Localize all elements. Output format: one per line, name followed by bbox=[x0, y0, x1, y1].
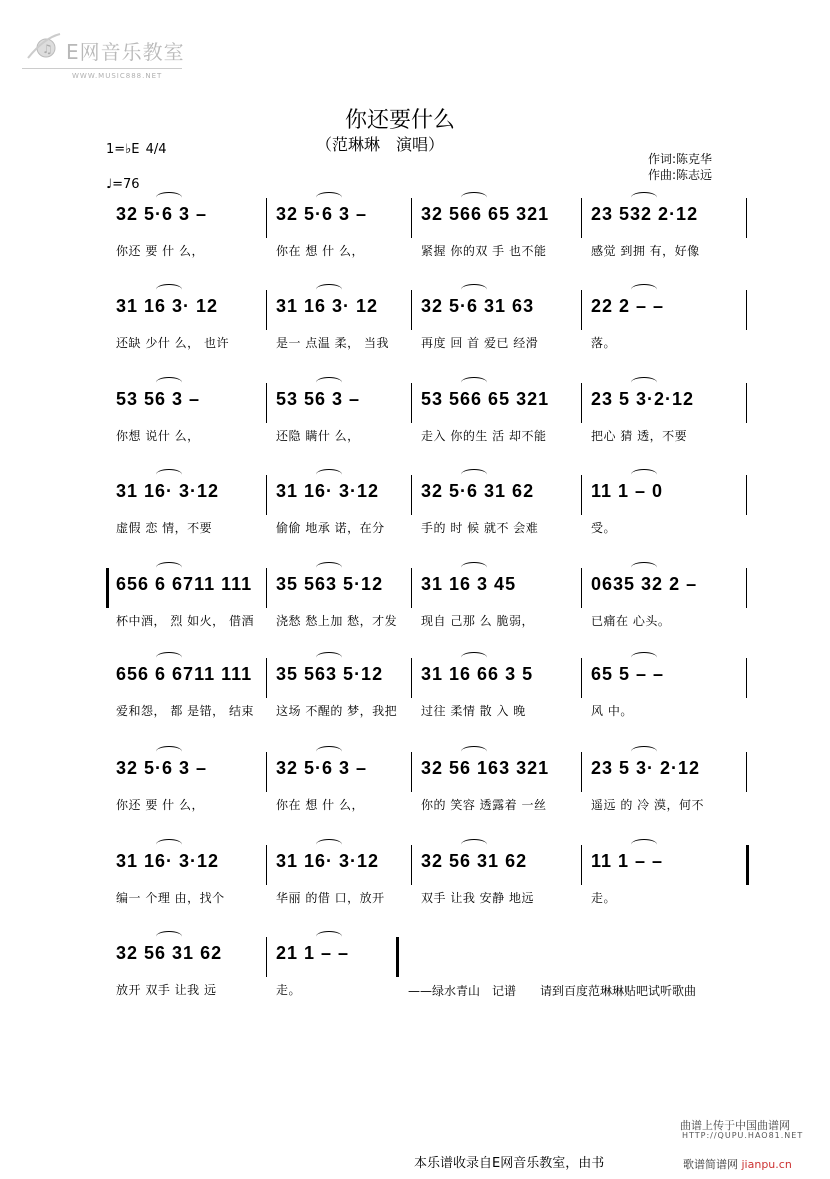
measure bbox=[421, 752, 579, 812]
barline bbox=[266, 475, 267, 515]
slur-mark bbox=[156, 284, 182, 295]
measure-notes: 32 566 65 321 bbox=[421, 204, 550, 224]
measure-lyrics: 走。 bbox=[591, 891, 617, 905]
barline bbox=[411, 845, 412, 885]
slur-mark bbox=[156, 931, 182, 942]
barline bbox=[581, 845, 582, 885]
slur-mark bbox=[631, 192, 657, 203]
footer-note: 本乐谱收录自E网音乐教室，由书 bbox=[414, 1156, 605, 1171]
slur-mark bbox=[461, 746, 487, 757]
measure bbox=[276, 845, 409, 905]
barline bbox=[266, 752, 267, 792]
measure-lyrics: 过往 柔情 散 入 晚 bbox=[421, 704, 526, 718]
barline bbox=[266, 383, 267, 423]
measure-lyrics: 双手 让我 安静 地远 bbox=[421, 891, 534, 905]
measure-notes: 32 5·6 3 – bbox=[276, 758, 368, 778]
barline bbox=[266, 290, 267, 330]
measure-notes: 656 6 6711 111 bbox=[116, 664, 253, 684]
barline bbox=[581, 752, 582, 792]
measure-notes: 31 16· 3·12 bbox=[276, 481, 380, 501]
barline bbox=[581, 198, 582, 238]
measure-lyrics: 你还 要 什 么， bbox=[116, 798, 204, 812]
measure-notes: 23 532 2·12 bbox=[591, 204, 699, 224]
slur-mark bbox=[631, 284, 657, 295]
slur-mark bbox=[156, 652, 182, 663]
measure-lyrics: 这场 不醒的 梦，我把 bbox=[276, 704, 398, 718]
measure bbox=[421, 845, 579, 905]
slur-mark bbox=[156, 839, 182, 850]
watermark-jianpu bbox=[683, 1156, 792, 1172]
slur-mark bbox=[156, 562, 182, 573]
measure-notes: 32 5·6 31 63 bbox=[421, 296, 535, 316]
barline bbox=[266, 198, 267, 238]
barline bbox=[396, 937, 399, 977]
measure-notes: 32 5·6 3 – bbox=[276, 204, 368, 224]
slur-mark bbox=[461, 839, 487, 850]
measure-lyrics: 华丽 的借 口，放开 bbox=[276, 891, 385, 905]
lyricist: 作词:陈克华 bbox=[648, 152, 713, 166]
slur-mark bbox=[156, 746, 182, 757]
measure-notes: 32 56 31 62 bbox=[116, 943, 223, 963]
barline bbox=[581, 568, 582, 608]
measure-notes: 32 5·6 3 – bbox=[116, 204, 208, 224]
measure-notes: 23 5 3·2·12 bbox=[591, 389, 695, 409]
measure-notes: 32 5·6 3 – bbox=[116, 758, 208, 778]
logo-icon bbox=[22, 28, 66, 68]
slur-mark bbox=[316, 839, 342, 850]
measure-notes: 53 56 3 – bbox=[116, 389, 201, 409]
slur-mark bbox=[461, 469, 487, 480]
measure-notes: 22 2 – – bbox=[591, 296, 665, 316]
measure-lyrics: 浇愁 愁上加 愁，才发 bbox=[276, 614, 398, 628]
measure-lyrics: 走入 你的生 活 却不能 bbox=[421, 429, 547, 443]
measure bbox=[591, 383, 744, 443]
slur-mark bbox=[631, 746, 657, 757]
barline bbox=[746, 383, 747, 423]
measure-notes: 31 16· 3·12 bbox=[276, 851, 380, 871]
measure bbox=[116, 937, 264, 997]
repeat-start-barline bbox=[106, 568, 109, 608]
barline bbox=[411, 290, 412, 330]
measure-notes: 31 16· 3·12 bbox=[116, 481, 220, 501]
measure bbox=[116, 568, 264, 628]
barline bbox=[581, 475, 582, 515]
measure-notes: 31 16 3· 12 bbox=[276, 296, 379, 316]
measure bbox=[591, 475, 744, 535]
measure bbox=[421, 475, 579, 535]
barline bbox=[266, 568, 267, 608]
logo-url: WWW.MUSIC888.NET bbox=[72, 72, 163, 80]
measure bbox=[591, 658, 744, 718]
measure bbox=[276, 752, 409, 812]
watermark-jianpu-url: jianpu.cn bbox=[741, 1158, 792, 1171]
measure bbox=[116, 290, 264, 350]
barline bbox=[411, 383, 412, 423]
watermark-qupu-url: HTTP://QUPU.HAO81.NET bbox=[682, 1131, 804, 1140]
slur-mark bbox=[316, 562, 342, 573]
barline bbox=[581, 383, 582, 423]
slur-mark bbox=[156, 192, 182, 203]
measure-lyrics: 还隐 瞒什 么， bbox=[276, 429, 360, 443]
measure-lyrics: 受。 bbox=[591, 521, 617, 535]
measure-notes: 32 5·6 31 62 bbox=[421, 481, 535, 501]
key-label: 1=♭E bbox=[106, 142, 140, 157]
measure bbox=[591, 290, 744, 350]
measure-notes: 31 16 3 45 bbox=[421, 574, 517, 594]
measure-lyrics: 再度 回 首 爱已 经滑 bbox=[421, 336, 539, 350]
measure-lyrics: 已痛在 心头。 bbox=[591, 614, 671, 628]
measure-notes: 53 56 3 – bbox=[276, 389, 361, 409]
measure bbox=[276, 475, 409, 535]
measure-lyrics: 杯中酒， 烈 如火， 借酒 bbox=[116, 614, 254, 628]
listen-note: 请到百度范琳琳贴吧试听歌曲 bbox=[540, 984, 697, 998]
slur-mark bbox=[461, 284, 487, 295]
measure bbox=[591, 568, 744, 628]
barline bbox=[581, 290, 582, 330]
slur-mark bbox=[461, 377, 487, 388]
slur-mark bbox=[631, 652, 657, 663]
measure-notes: 11 1 – – bbox=[591, 851, 664, 871]
measure-notes: 23 5 3· 2·12 bbox=[591, 758, 701, 778]
subtitle: （范琳琳 演唱） bbox=[316, 135, 445, 154]
slur-mark bbox=[631, 839, 657, 850]
measure-lyrics: 虚假 恋 情，不要 bbox=[116, 521, 213, 535]
logo bbox=[22, 28, 185, 88]
barline bbox=[266, 937, 267, 977]
key-signature bbox=[106, 142, 167, 157]
transcriber: ——绿水青山 记谱 bbox=[408, 984, 517, 998]
measure bbox=[276, 937, 394, 997]
measure-lyrics: 落。 bbox=[591, 336, 617, 350]
measure-notes: 31 16 3· 12 bbox=[116, 296, 219, 316]
slur-mark bbox=[316, 931, 342, 942]
slur-mark bbox=[316, 284, 342, 295]
measure-lyrics: 遥远 的 冷 漠，何不 bbox=[591, 798, 704, 812]
measure-lyrics: 是一 点温 柔， 当我 bbox=[276, 336, 389, 350]
watermark-jianpu-cn: 歌谱简谱网 bbox=[683, 1158, 738, 1171]
slur-mark bbox=[461, 192, 487, 203]
measure-notes: 656 6 6711 111 bbox=[116, 574, 253, 594]
barline bbox=[746, 845, 749, 885]
measure-lyrics: 你在 想 什 么， bbox=[276, 798, 364, 812]
measure-lyrics: 还缺 少什 么， 也许 bbox=[116, 336, 229, 350]
time-signature: 4/4 bbox=[145, 142, 167, 157]
slur-mark bbox=[631, 469, 657, 480]
slur-mark bbox=[316, 377, 342, 388]
measure bbox=[421, 568, 579, 628]
slur-mark bbox=[316, 746, 342, 757]
barline bbox=[411, 752, 412, 792]
measure-notes: 65 5 – – bbox=[591, 664, 665, 684]
measure bbox=[276, 568, 409, 628]
page-title: 你还要什么 bbox=[345, 108, 456, 133]
measure-lyrics: 手的 时 候 就不 会难 bbox=[421, 521, 539, 535]
measure-lyrics: 编一 个理 由，找个 bbox=[116, 891, 225, 905]
barline bbox=[411, 198, 412, 238]
slur-mark bbox=[156, 469, 182, 480]
measure bbox=[116, 475, 264, 535]
measure bbox=[591, 845, 744, 905]
measure bbox=[116, 383, 264, 443]
measure-lyrics: 风 中。 bbox=[591, 704, 633, 718]
logo-divider bbox=[22, 68, 182, 69]
measure-notes: 0635 32 2 – bbox=[591, 574, 698, 594]
tempo: ♩=76 bbox=[106, 177, 140, 192]
barline bbox=[746, 658, 747, 698]
measure-notes: 35 563 5·12 bbox=[276, 664, 384, 684]
slur-mark bbox=[631, 377, 657, 388]
slur-mark bbox=[461, 562, 487, 573]
measure bbox=[421, 383, 579, 443]
measure-lyrics: 偷偷 地承 诺，在分 bbox=[276, 521, 385, 535]
barline bbox=[746, 475, 747, 515]
slur-mark bbox=[316, 192, 342, 203]
measure-lyrics: 你的 笑容 透露着 一丝 bbox=[421, 798, 547, 812]
measure bbox=[421, 290, 579, 350]
measure bbox=[116, 658, 264, 718]
measure-lyrics: 放开 双手 让我 远 bbox=[116, 983, 217, 997]
measure-notes: 31 16· 3·12 bbox=[116, 851, 220, 871]
measure bbox=[276, 658, 409, 718]
svg-text:♫: ♫ bbox=[42, 42, 53, 56]
measure bbox=[116, 198, 264, 258]
slur-mark bbox=[316, 652, 342, 663]
measure-notes: 53 566 65 321 bbox=[421, 389, 550, 409]
watermark-qupu: 曲谱上传于中国曲谱网 bbox=[680, 1119, 790, 1132]
measure bbox=[276, 290, 409, 350]
composer: 作曲:陈志远 bbox=[648, 168, 713, 182]
measure-lyrics: 紧握 你的双 手 也不能 bbox=[421, 244, 547, 258]
measure-notes: 32 56 163 321 bbox=[421, 758, 550, 778]
measure-notes: 32 56 31 62 bbox=[421, 851, 528, 871]
measure-notes: 31 16 66 3 5 bbox=[421, 664, 534, 684]
measure-lyrics: 现自 己那 么 脆弱， bbox=[421, 614, 534, 628]
logo-text: E网音乐教室 bbox=[66, 40, 185, 64]
measure bbox=[276, 383, 409, 443]
measure-lyrics: 你在 想 什 么， bbox=[276, 244, 364, 258]
barline bbox=[746, 752, 747, 792]
measure bbox=[116, 845, 264, 905]
measure bbox=[591, 752, 744, 812]
slur-mark bbox=[316, 469, 342, 480]
measure-lyrics: 爱和怨， 都 是错， 结束 bbox=[116, 704, 254, 718]
measure bbox=[276, 198, 409, 258]
measure bbox=[591, 198, 744, 258]
barline bbox=[746, 568, 747, 608]
barline bbox=[266, 658, 267, 698]
measure-notes: 35 563 5·12 bbox=[276, 574, 384, 594]
barline bbox=[411, 568, 412, 608]
slur-mark bbox=[631, 562, 657, 573]
measure bbox=[421, 198, 579, 258]
measure-notes: 21 1 – – bbox=[276, 943, 350, 963]
barline bbox=[581, 658, 582, 698]
barline bbox=[746, 198, 747, 238]
measure bbox=[421, 658, 579, 718]
slur-mark bbox=[461, 652, 487, 663]
barline bbox=[411, 658, 412, 698]
barline bbox=[411, 475, 412, 515]
measure bbox=[116, 752, 264, 812]
measure-notes: 11 1 – 0 bbox=[591, 481, 664, 501]
measure-lyrics: 你还 要 什 么， bbox=[116, 244, 204, 258]
measure-lyrics: 走。 bbox=[276, 983, 302, 997]
measure-lyrics: 你想 说什 么， bbox=[116, 429, 200, 443]
measure-lyrics: 把心 猜 透，不要 bbox=[591, 429, 688, 443]
barline bbox=[266, 845, 267, 885]
barline bbox=[746, 290, 747, 330]
slur-mark bbox=[156, 377, 182, 388]
measure-lyrics: 感觉 到拥 有，好像 bbox=[591, 244, 700, 258]
